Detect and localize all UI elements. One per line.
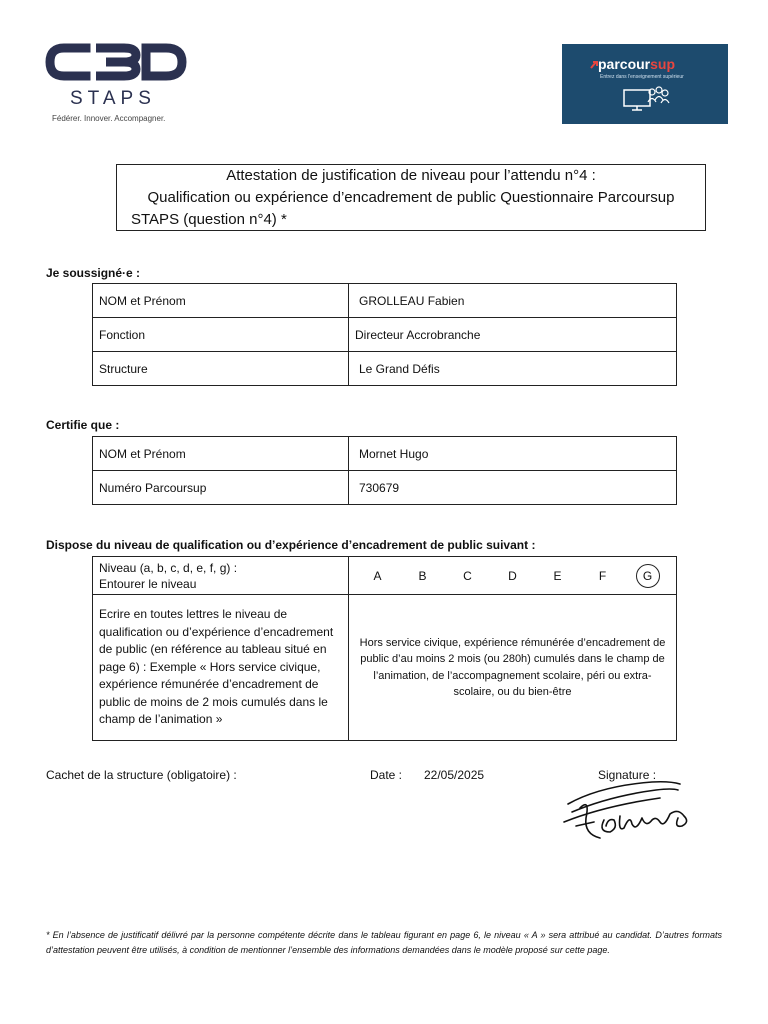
date-value: 22/05/2025	[424, 768, 485, 782]
signer-function-key: Fonction	[93, 318, 349, 352]
title-line-1: Attestation de justification de niveau pour l’attendu n°4 :	[226, 167, 596, 184]
level-options	[355, 564, 670, 588]
table-row	[93, 595, 677, 741]
parcoursup-logo	[562, 44, 728, 124]
level-option-f: F	[598, 568, 607, 583]
candidate-table	[92, 436, 677, 505]
date-label: Date :	[370, 768, 403, 782]
parcoursup-word-part2: sup	[650, 56, 676, 72]
level-option-e: E	[553, 568, 562, 583]
level-table	[92, 556, 677, 741]
candidate-name-value: Mornet Hugo	[349, 437, 677, 471]
signer-name-key: NOM et Prénom	[93, 284, 349, 318]
section-certify-label: Certifie que :	[46, 418, 120, 432]
table-row	[93, 437, 677, 471]
level-option-c: C	[463, 568, 472, 583]
table-row	[93, 471, 677, 505]
section-signer-label: Je soussigné·e :	[46, 266, 141, 280]
level-description-value: Hors service civique, expérience rémunérée d’encadrement de public d’au moins 2 mois (ou 280h) cumulés dans le champ de l’animation, de l’accompagnement scolaire, péri ou extra-scolaire, ou du bien-être	[349, 595, 677, 741]
signer-function-value: Directeur Accrobranche	[349, 318, 677, 352]
candidate-number-value: 730679	[349, 471, 677, 505]
level-description-key: Ecrire en toutes lettres le niveau de qualification ou d’expérience d’encadrement de public (en référence au tableau situé en page 6) : Exemple « Hors service civique, expérience rémunérée d’encadrement de public de moins de 2 mois cumulés dans le champ de l’animation »	[93, 595, 349, 741]
signature-label: Signature :	[598, 768, 657, 782]
level-options-cell	[349, 557, 677, 595]
parcoursup-word-part1: parcour	[598, 56, 651, 72]
signer-table	[92, 283, 677, 386]
candidate-number-key: Numéro Parcoursup	[93, 471, 349, 505]
level-option-b: B	[418, 568, 427, 583]
table-row	[93, 318, 677, 352]
level-option-g-selected: G	[636, 564, 660, 588]
handwritten-signature	[560, 778, 700, 846]
table-row	[93, 557, 677, 595]
c3d-staps-logo	[44, 40, 194, 126]
signer-name-value: GROLLEAU Fabien	[349, 284, 677, 318]
document-title-box	[116, 164, 706, 231]
title-line-3: STAPS (question n°4) *	[131, 211, 287, 228]
level-option-a: A	[373, 568, 382, 583]
candidate-name-key: NOM et Prénom	[93, 437, 349, 471]
table-row	[93, 284, 677, 318]
c3d-tagline: Fédérer. Innover. Accompagner.	[52, 114, 166, 123]
computer-users-icon	[620, 84, 670, 114]
parcoursup-wordmark	[598, 56, 675, 72]
level-key: Niveau (a, b, c, d, e, f, g) : Entourer le niveau	[93, 557, 349, 595]
level-option-d: D	[508, 568, 517, 583]
signer-structure-value: Le Grand Défis	[349, 352, 677, 386]
section-level-label: Dispose du niveau de qualification ou d’expérience d’encadrement de public suivant :	[46, 538, 536, 552]
table-row	[93, 352, 677, 386]
signer-structure-key: Structure	[93, 352, 349, 386]
footnote: * En l’absence de justificatif délivré par la personne compétente décrite dans le tableau figurant en page 6, le niveau « A » sera attribué au candidat. D’autres formats d’attestation peuvent être utilisés, à condition de mentionner l’ensemble des informations demandées dans le modèle proposé sur cette page.	[46, 930, 722, 955]
c3d-staps-text: STAPS	[70, 88, 156, 109]
parcoursup-subtitle: Entrez dans l'enseignement supérieur	[600, 74, 684, 80]
title-line-2: Qualification ou expérience d’encadrement de public Questionnaire Parcoursup	[147, 189, 675, 206]
stamp-label: Cachet de la structure (obligatoire) :	[46, 768, 237, 782]
c3d-logo-mark	[44, 40, 190, 88]
